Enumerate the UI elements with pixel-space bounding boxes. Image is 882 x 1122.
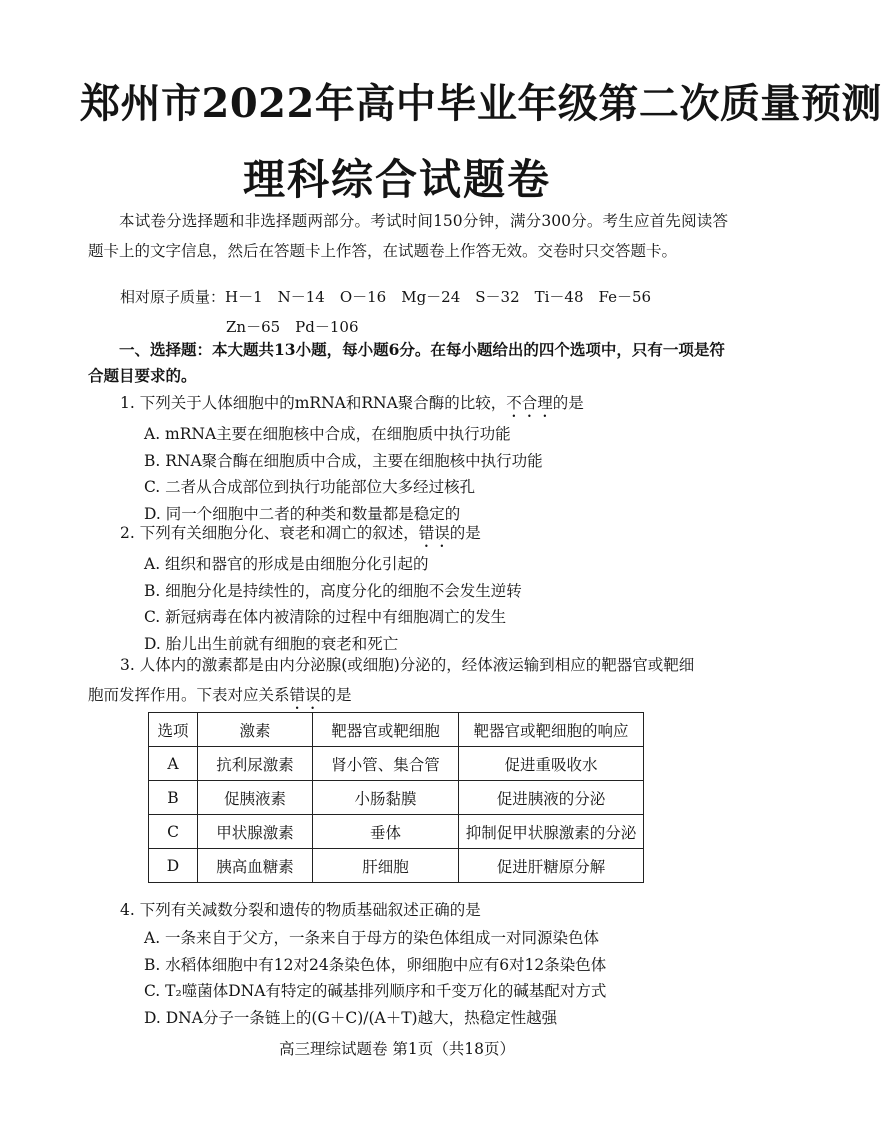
page-footer: 高三理综试题卷 第1页（共18页） [278,1040,515,1058]
emphasis-text: 错误 [289,686,321,704]
question-stem: 2. 下列有关细胞分化、衰老和凋亡的叙述，错误的是 [120,524,481,542]
option-c: C. 二者从合成部位到执行功能部位大多经过核孔 [144,478,476,496]
question-stem-line1: 3. 人体内的激素都是由内分泌腺(或细胞)分泌的，经体液运输到相应的靶器官或靶细 [120,656,695,674]
table-header-cell: 靶器官或靶细胞 [313,713,459,747]
table-header-cell: 激素 [198,713,313,747]
table-row [149,849,644,883]
table-cell: 促进胰液的分泌 [459,781,644,815]
table-row [149,815,644,849]
exam-title: 郑州市2022年高中毕业年级第二次质量预测 [80,80,882,127]
option-a: A. 组织和器官的形成是由细胞分化引起的 [144,555,429,573]
table-header-row [149,713,644,747]
question-2 [120,518,730,657]
option-b: B. 水稻体细胞中有12对24条染色体，卵细胞中应有6对12条染色体 [144,955,607,974]
hormone-table [148,712,644,883]
option-a: A. mRNA主要在细胞核中合成，在细胞质中执行功能 [144,425,511,443]
table-cell: 促进肝糖原分解 [459,849,644,883]
question-4 [120,895,730,1031]
atomic-masses [120,282,730,342]
option-b: B. 细胞分化是持续性的，高度分化的细胞不会发生逆转 [144,581,522,600]
table-cell: 抑制促甲状腺激素的分泌 [459,815,644,849]
table-cell: 小肠黏膜 [313,781,459,815]
option-c: C. 新冠病毒在体内被清除的过程中有细胞凋亡的发生 [144,608,507,626]
table-cell: B [149,781,198,815]
option-a: A. 一条来自于父方，一条来自于母方的染色体组成一对同源染色体 [144,929,600,947]
table-cell: 促进重吸收水 [459,747,644,781]
section-heading: 一、选择题：本大题共13小题，每小题6分。在每小题给出的四个选项中，只有一项是符合题目要求的。 [88,340,725,385]
emphasis-text: 不合理 [506,394,553,412]
table-header-cell: 选项 [149,713,198,747]
question-stem: 1. 下列关于人体细胞中的mRNA和RNA聚合酶的比较，不合理的是 [120,394,584,412]
option-d: D. DNA分子一条链上的(G＋C)/(A＋T)越大，热稳定性越强 [144,1008,558,1027]
table-cell: 肝细胞 [313,849,459,883]
table-cell: 甲状腺激素 [198,815,313,849]
exam-subtitle: 理科综合试题卷 [242,155,551,204]
table-row [149,781,644,815]
question-3 [88,650,730,713]
table-cell: A [149,747,198,781]
atomic-masses-line2: Zn－65 Pd－106 [226,318,359,336]
option-d: D. 同一个细胞中二者的种类和数量都是稳定的 [144,504,461,523]
question-1 [120,388,730,527]
table-cell: 胰高血糖素 [198,849,313,883]
option-c: C. T₂噬菌体DNA有特定的碱基排列顺序和千变万化的碱基配对方式 [144,982,607,1000]
question-stem-line2: 胞而发挥作用。下表对应关系错误的是 [88,686,352,704]
question-stem: 4. 下列有关减数分裂和遗传的物质基础叙述正确的是 [120,901,481,919]
table-cell: 垂体 [313,815,459,849]
table-cell: 促胰液素 [198,781,313,815]
table-header-cell: 靶器官或靶细胞的响应 [459,713,644,747]
table-cell: D [149,849,198,883]
option-b: B. RNA聚合酶在细胞质中合成，主要在细胞核中执行功能 [144,451,543,470]
table-cell: 肾小管、集合管 [313,747,459,781]
atomic-masses-line1: 相对原子质量：H－1 N－14 O－16 Mg－24 S－32 Ti－48 Fe－56 [120,288,652,306]
table-cell: C [149,815,198,849]
option-d: D. 胎儿出生前就有细胞的衰老和死亡 [144,634,399,653]
exam-instructions: 本试卷分选择题和非选择题两部分。考试时间150分钟，满分300分。考生应首先阅读答题卡上的文字信息，然后在答题卡上作答，在试题卷上作答无效。交卷时只交答题卡。 [88,212,728,260]
table-cell: 抗利尿激素 [198,747,313,781]
table-row [149,747,644,781]
emphasis-text: 错误 [418,524,450,542]
